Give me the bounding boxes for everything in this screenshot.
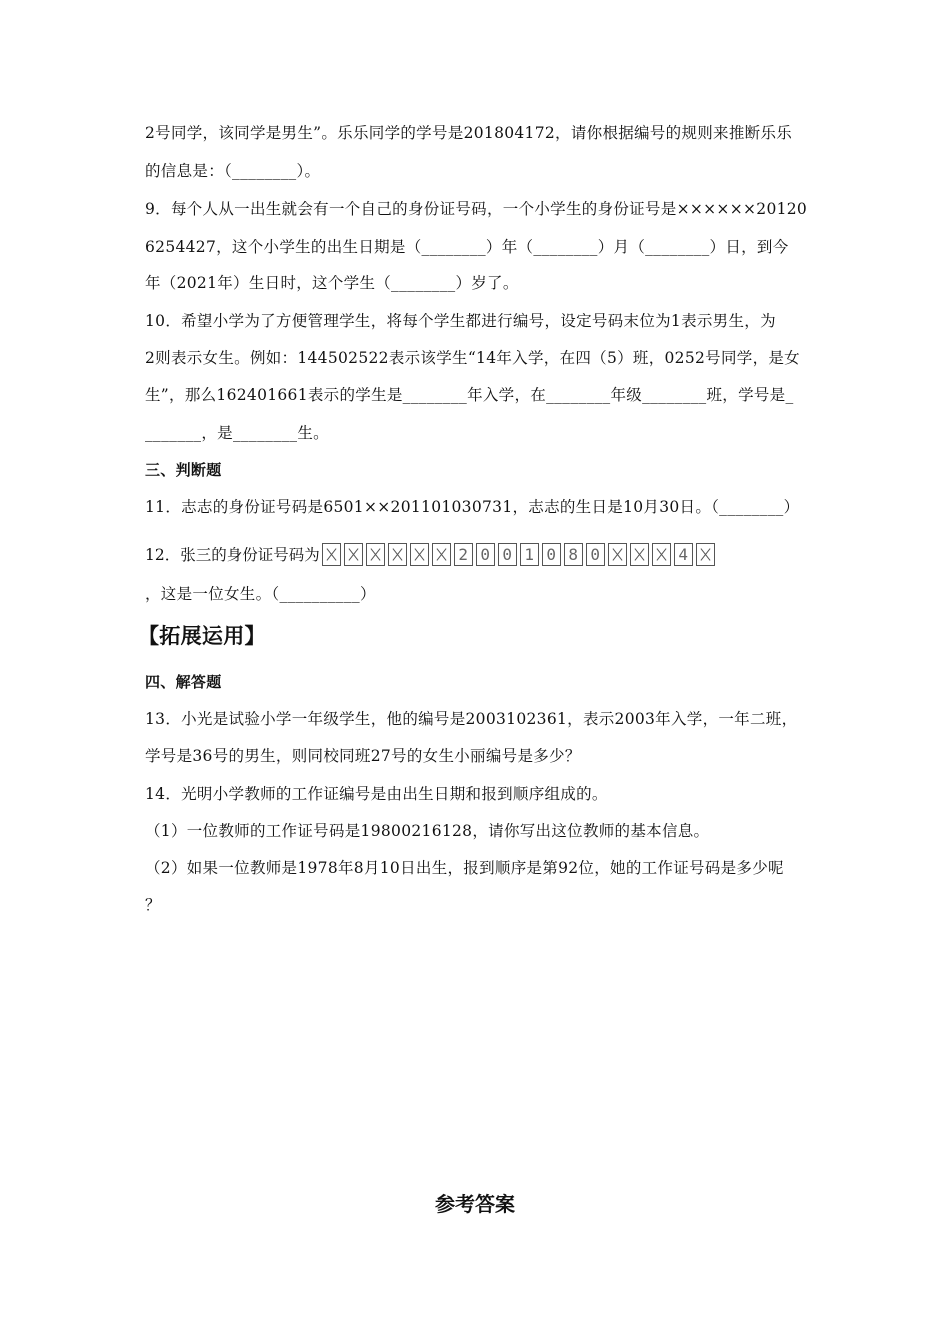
id-digit-box: 0 [476,543,495,566]
id-digit-box: 0 [586,543,605,566]
id-digit-box [366,543,385,566]
id-digit-box [410,543,429,566]
question-10-line: 2则表示女生。例如：144502522表示该学生“14年入学，在四（5）班，0252号同学，是女 [145,349,800,367]
question-9-line: 9．每个人从一出生就会有一个自己的身份证号码，一个小学生的身份证号是××××××20120 [145,200,808,218]
question-12-prefix: 12．张三的身份证号码为 [145,546,320,564]
question-14-part-2-end: ？ [145,896,161,914]
question-12-row [145,539,718,569]
id-digit-box [630,543,649,566]
id-digit-box: 2 [454,543,473,566]
id-digit-box [322,543,341,566]
question-13-line: 13．小光是试验小学一年级学生，他的编号是2003102361，表示2003年入学，一年二班， [145,710,798,728]
id-digit-box [432,543,451,566]
question-10-line: 10．希望小学为了方便管理学生，将每个学生都进行编号，设定号码末位为1表示男生，为 [145,312,776,330]
question-14: 14．光明小学教师的工作证编号是由出生日期和报到顺序组成的。 [145,785,608,803]
id-digit-box [696,543,715,566]
id-digit-box: 4 [674,543,693,566]
id-digit-box: 0 [498,543,517,566]
section-heading-answers: 四、解答题 [145,673,222,691]
question-14-part-1: （1）一位教师的工作证号码是19800216128，请你写出这位教师的基本信息。 [145,822,710,840]
text-line: 2号同学，该同学是男生”。乐乐同学的学号是201804172，请你根据编号的规则来推断乐乐 [145,124,793,142]
id-number-boxes [322,543,718,566]
question-9-line: 6254427，这个小学生的出生日期是（________）年（________）月（________）日，到今 [145,238,789,256]
extension-heading: 【拓展运用】 [138,623,266,648]
question-12-suffix: ，这是一位女生。（__________） [145,585,376,603]
id-digit-box: 1 [520,543,539,566]
question-9-line: 年（2021年）生日时，这个学生（________）岁了。 [145,274,519,292]
question-14-part-2: （2）如果一位教师是1978年8月10日出生，报到顺序是第92位，她的工作证号码是多少呢 [145,859,784,877]
section-heading-judgement: 三、判断题 [145,461,222,479]
id-digit-box [344,543,363,566]
id-digit-box: 8 [564,543,583,566]
id-digit-box [608,543,627,566]
text-line: 的信息是：（________）。 [145,162,321,180]
id-digit-box [388,543,407,566]
id-digit-box [652,543,671,566]
reference-answers-title: 参考答案 [435,1192,515,1216]
question-13-line: 学号是36号的男生，则同校同班27号的女生小丽编号是多少？ [145,747,581,765]
question-11: 11．志志的身份证号码是6501××201101030731，志志的生日是10月30日。（________） [145,498,800,516]
question-10-line: 生”，那么162401661表示的学生是________年入学，在________年级________班，学号是_ [145,386,794,404]
question-10-line: _______，是________生。 [145,424,329,442]
id-digit-box: 0 [542,543,561,566]
